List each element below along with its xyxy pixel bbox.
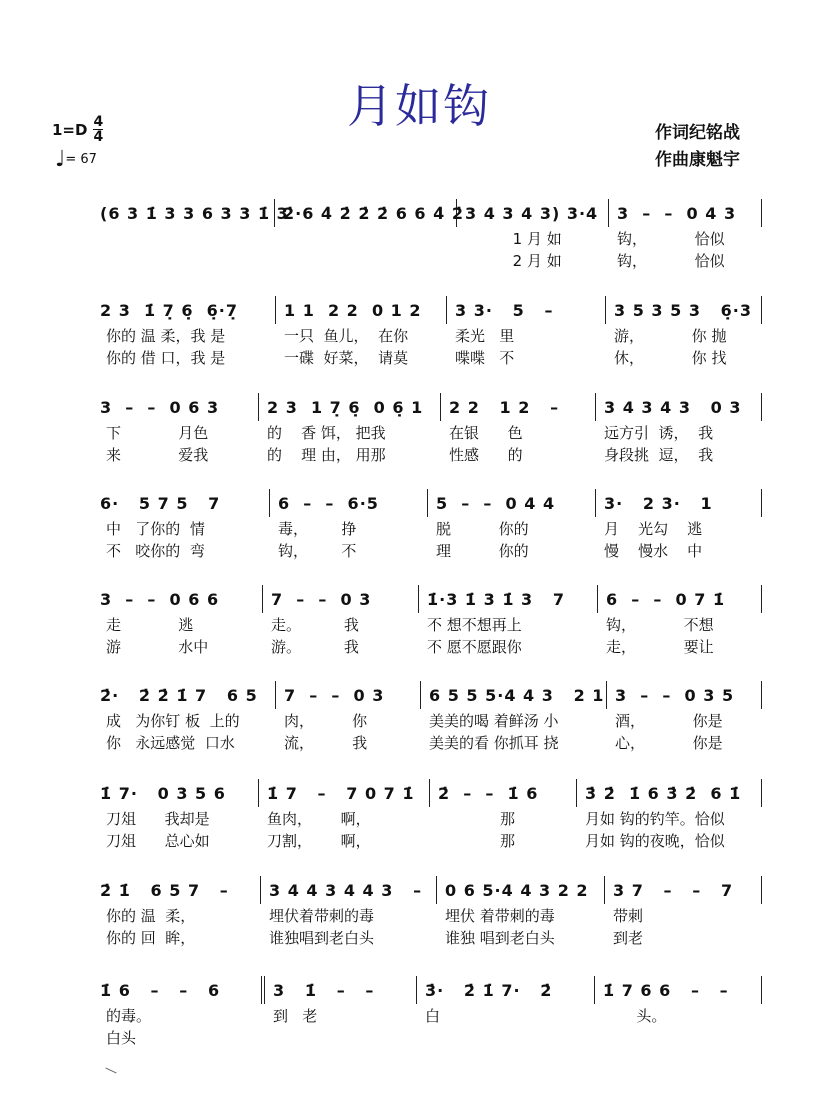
lyric-segment: 一碟 好菜， 请莫	[284, 348, 409, 367]
lyrics-verse-2	[100, 829, 762, 851]
measure: 2 3 1 7̣ 6̣ 0 6̣ 1	[259, 393, 441, 421]
measure: (6 3 1̇ 3 3 6 3 3 1̇ 3	[100, 199, 275, 227]
measure: 2̇ – – 1̇ 6	[430, 779, 577, 807]
lyric-segment: 埋伏 着带刺的毒	[445, 906, 555, 925]
measure: 3 1̇ – –	[265, 976, 417, 1004]
staff-system	[100, 585, 762, 657]
lyric-segment: 你的 借 口，我 是	[106, 348, 226, 367]
measure: 1̇·3 1̇ 3 1̇ 3 7	[419, 585, 598, 613]
measure: 3 3· 5 –	[447, 296, 606, 324]
lyrics-verse-2	[100, 249, 762, 271]
measure: 1̇ 7 6 6 – –	[595, 976, 762, 1004]
notes-row	[100, 779, 762, 807]
lyric-segment: 游， 你 抛	[614, 326, 727, 345]
measure: 2̇ 1̇ 6 5 7 –	[100, 876, 261, 904]
staff-system	[100, 876, 762, 948]
staff-system	[100, 681, 762, 753]
staff-system	[100, 296, 762, 368]
key-label: 1=D	[52, 120, 88, 139]
lyric-segment: 走 逃	[106, 615, 194, 634]
measure: 2̇·6 4̇ 2̇ 2̇ 2̇ 6 6 4̇ 2̇	[275, 199, 457, 227]
lyrics-verse-1	[100, 904, 762, 926]
lyric-segment: 月如 钩的夜晚，恰似	[585, 831, 725, 850]
lyrics-verse-1	[100, 1004, 762, 1026]
measure: 3 7 – – 7	[605, 876, 762, 904]
measure: 3 4 4 3 4 4 3 –	[261, 876, 437, 904]
lyric-segment: 月如 钩的钓竿。恰似	[585, 809, 725, 828]
lyrics-verse-2	[100, 635, 762, 657]
lyric-segment: 流， 我	[284, 733, 368, 752]
lyric-segment: 钩， 不	[278, 541, 357, 560]
measure: 3 – – 0 6 3	[100, 393, 259, 421]
lyric-segment: 心， 你是	[615, 733, 723, 752]
lyric-segment: 2 月 如	[465, 251, 562, 270]
lyric-segment: 走。 我	[271, 615, 359, 634]
measure: 1 1 2 2 0 1 2	[276, 296, 447, 324]
lyric-segment: 埋伏着带刺的毒	[269, 906, 375, 925]
lyric-segment: 一只 鱼儿， 在你	[284, 326, 409, 345]
measure: 2 2 1 2 –	[441, 393, 596, 421]
measure: 2̇· 2̇ 2̇ 1̇ 7 6 5	[100, 681, 276, 709]
measure: 3 – – 0 6 6	[100, 585, 263, 613]
lyrics-verse-2	[100, 1026, 762, 1048]
notes-row	[100, 976, 762, 1004]
lyric-segment: 月 光勾 逃	[604, 519, 703, 538]
lyric-segment: 不 咬你的 弯	[106, 541, 205, 560]
lyrics-verse-1	[100, 613, 762, 635]
measure: 0 6 5·4 4 3 2 2	[437, 876, 605, 904]
song-title: 月如钩	[347, 79, 491, 133]
time-signature-bottom: 4	[93, 129, 104, 145]
lyric-segment: 你的 温 柔，	[106, 906, 196, 925]
composer-credit: 作曲康魁宇	[655, 150, 740, 170]
measure: 3· 2 3· 1	[596, 489, 762, 517]
lyric-segment: 美美的看 你抓耳 挠	[429, 733, 559, 752]
staff-system	[100, 779, 762, 851]
lyric-segment: 鱼肉， 啊，	[267, 809, 371, 828]
lyric-segment: 刀俎 我却是	[106, 809, 210, 828]
measure: 5 – – 0 4 4	[428, 489, 596, 517]
lyric-segment: 毒， 挣	[278, 519, 357, 538]
lyricist-credit: 作词纪铭战	[655, 123, 740, 143]
lyric-segment: 休， 你 找	[614, 348, 727, 367]
lyric-segment: 慢 慢水 中	[604, 541, 703, 560]
lyrics-verse-2	[100, 539, 762, 561]
lyric-segment: 走， 要让	[606, 637, 714, 656]
lyric-segment: 不 愿不愿跟你	[427, 637, 522, 656]
notes-row	[100, 296, 762, 324]
lyric-segment: 成 为你钉 板 上的	[106, 711, 240, 730]
lyric-segment: 脱 你的	[436, 519, 529, 538]
lyric-segment: 到 老	[273, 1006, 318, 1025]
lyric-segment: 你 永远感觉 口水	[106, 733, 235, 752]
lyric-segment: 带刺	[613, 906, 644, 925]
lyric-segment: 头。	[603, 1006, 667, 1025]
lyrics-verse-1	[100, 227, 762, 249]
lyric-segment: 那	[438, 831, 515, 850]
lyric-segment: 1 月 如	[465, 229, 562, 248]
lyric-segment: 柔光 里	[455, 326, 515, 345]
lyric-segment: 的 理 由， 用那	[267, 445, 386, 464]
lyrics-verse-2	[100, 731, 762, 753]
lyrics-verse-1	[100, 421, 762, 443]
measure: 6 – – 6·5	[270, 489, 428, 517]
measure: 6· 5 7 5 7	[100, 489, 270, 517]
lyric-segment: 身段挑 逗， 我	[604, 445, 714, 464]
measure: 7 – – 0 3	[276, 681, 421, 709]
lyric-segment: 白	[425, 1006, 441, 1025]
lyrics-verse-2	[100, 926, 762, 948]
measure: 3 5 3 5 3 6̣·3	[606, 296, 762, 324]
measure: 6 5 5 5·4 4 3 2 1	[421, 681, 607, 709]
lyric-segment: 游 水中	[106, 637, 209, 656]
measure: 2 3 1̇ 7̣ 6̣ 6̣·7̣	[100, 296, 276, 324]
lyric-segment: 钩， 不想	[606, 615, 714, 634]
lyric-segment: 肉， 你	[284, 711, 368, 730]
lyric-segment: 不 想不想再上	[427, 615, 522, 634]
quarter-note-icon: ♩	[55, 147, 66, 172]
key-signature	[52, 115, 103, 144]
staff-system	[100, 489, 762, 561]
lyrics-verse-1	[100, 517, 762, 539]
lyric-segment: 酒， 你是	[615, 711, 723, 730]
notes-row	[100, 585, 762, 613]
staff-system	[100, 976, 762, 1048]
lyric-segment: 谁独唱到老白头	[269, 928, 375, 947]
measure: 3 4 3 4 3) 3·4	[457, 199, 609, 227]
notes-row	[100, 876, 762, 904]
lyric-segment: 来 爱我	[106, 445, 209, 464]
measure: 6 – – 0 7 1̇	[598, 585, 762, 613]
notes-row	[100, 681, 762, 709]
measure: 1̇ 7 – 7 0 7 1̇	[259, 779, 430, 807]
lyric-segment: 性感 的	[449, 445, 523, 464]
measure: 3̇ 2̇ 1̇ 6 3̇ 2̇ 6 1̇	[577, 779, 762, 807]
notes-row	[100, 489, 762, 517]
lyrics-verse-2	[100, 443, 762, 465]
lyrics-verse-1	[100, 709, 762, 731]
lyric-segment: 在银 色	[449, 423, 523, 442]
time-signature	[93, 115, 103, 144]
lyric-segment: 的毒。	[106, 1006, 152, 1025]
lyric-segment: 中 了你的 情	[106, 519, 205, 538]
measure: 3 4 3 4 3 0 3	[596, 393, 762, 421]
lyric-segment: 刀割， 啊，	[267, 831, 371, 850]
tempo-marking	[55, 147, 97, 172]
measure: 1̇ 7· 0 3 5 6	[100, 779, 259, 807]
lyric-segment: 那	[438, 809, 515, 828]
lyrics-verse-2	[100, 346, 762, 368]
lyrics-verse-1	[100, 807, 762, 829]
lyric-segment: 下 月色	[106, 423, 209, 442]
lyric-segment: 谁独 唱到老白头	[445, 928, 555, 947]
lyrics-verse-1	[100, 324, 762, 346]
lyric-segment: 你的 温 柔，我 是	[106, 326, 226, 345]
measure: 1̇ 6 – – 6	[100, 976, 265, 1004]
lyric-segment: 钩， 恰似	[617, 251, 725, 270]
lyric-segment: 远方引 诱， 我	[604, 423, 714, 442]
lyric-segment: 美美的喝 着鲜汤 小	[429, 711, 559, 730]
stray-mark	[105, 1068, 116, 1074]
measure: 3 – – 0 3 5	[607, 681, 762, 709]
lyric-segment: 到老	[613, 928, 644, 947]
lyric-segment: 刀俎 总心如	[106, 831, 210, 850]
measure: 7 – – 0 3	[263, 585, 419, 613]
lyric-segment: 理 你的	[436, 541, 529, 560]
notes-row	[100, 393, 762, 421]
time-signature-top: 4	[93, 114, 104, 130]
staff-system	[100, 393, 762, 465]
lyric-segment: 喋喋 不	[455, 348, 515, 367]
lyric-segment: 钩， 恰似	[617, 229, 725, 248]
lyric-segment: 你的 回 眸，	[106, 928, 196, 947]
notes-row	[100, 199, 762, 227]
measure: 3̇· 2̇ 1̇ 7· 2̇	[417, 976, 595, 1004]
lyric-segment: 的 香 饵， 把我	[267, 423, 386, 442]
lyric-segment: 游。 我	[271, 637, 359, 656]
staff-system	[100, 199, 762, 271]
tempo-value: = 67	[65, 152, 97, 167]
measure: 3 – – 0 4 3	[609, 199, 762, 227]
lyric-segment: 白头	[106, 1028, 137, 1047]
